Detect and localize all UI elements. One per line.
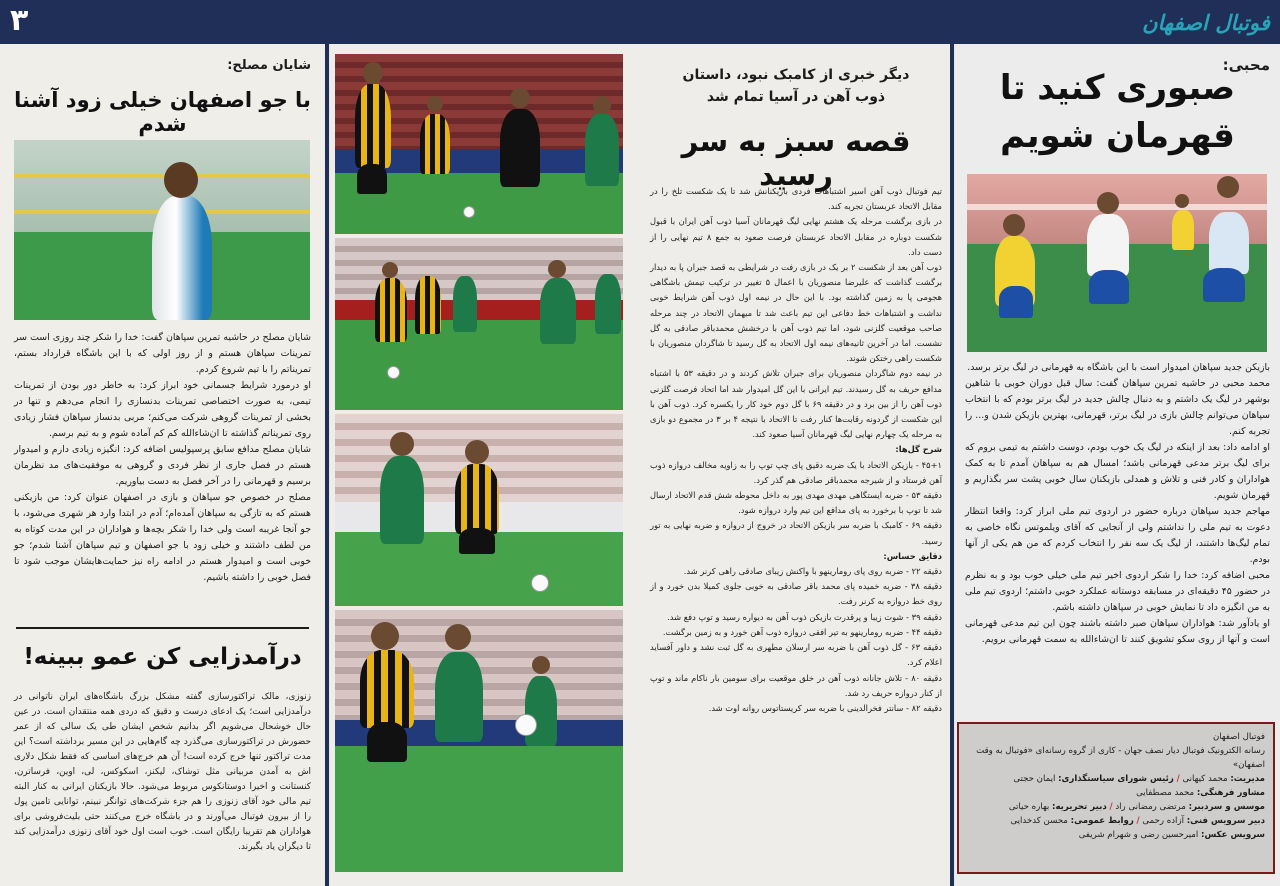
chance-event: دقیقه ۴۴ - ضربه رومارینهو به تیر افقی دروازه ذوب آهن خورد و به زمین برگشت. bbox=[662, 626, 942, 637]
left-paragraph: مصلح در خصوص جو سپاهان و بازی در اصفهان عنوان کرد: من بازیکنی هستم که به تازگی به سپاهان آمده‌ام؛ آدم در ابتدا وارد هر شهری می‌شود، با جو آنجا غریبه است ولی خدا را شکر بچه‌ها و هواداران در این مدت کوتاه به من لطف داشتند و خیلی زود با جو اصفهان و تیم سپاهان آشنا شدم؛ جو خوبی است و امیدوار هستم در ادامه راه نیز حمایت‌هایشان موجب شود تا فصل خوبی را داشته باشیم. bbox=[14, 492, 311, 583]
right-paragraph: او ادامه داد: بعد از اینکه در لیگ یک خوب بودم، دوست داشتم به تیمی بروم که برای لیگ برتر مدعی قهرمانی باشد؛ امسال هم به سپاهان آمدم تا به کمک هواداران و کادر فنی و تلاش و همدلی بازیکنان سال خوبی پشت سر بگذاریم و قهرمان شویم. bbox=[965, 442, 1270, 501]
right-paragraph: او یادآور شد: هواداران سپاهان صبر داشته باشند چون این تیم مدعی قهرمانی است و آنها از روی سکو تشویق کنند تا ان‌شاءالله به سمت قهرمانی برویم. bbox=[965, 618, 1270, 645]
left-paragraph: او درمورد شرایط جسمانی خود ابراز کرد: به خاطر دور بودن از تمرینات تیمی، به صورت اختصاصی تمرینات بدنسازی را انجام می‌دهم و تنها در بخشی از تمرینات گروهی شرکت می‌کنم؛ مربی بدنساز سپاهان فشار زیادی روی تمریناتم گذاشته تا ان‌شاءالله کم کم آماده شوم و به تیم برسم. bbox=[14, 380, 311, 439]
middle-column-article bbox=[330, 44, 950, 886]
chance-event: دقیقه ۸۲ - سانتر فخرالدینی با ضربه سر کریستاتوس روانه اوت شد. bbox=[708, 702, 942, 713]
chance-event: دقیقه ۳۹ - شوت زیبا و پرقدرت بازیکن ذوب آهن به دیواره رسید و توپ دفع شد. bbox=[667, 611, 942, 622]
middle-article-body bbox=[650, 184, 942, 716]
right-kicker: محبی: bbox=[1222, 56, 1270, 74]
middle-paragraph: در نیمه دوم شاگردان منصوریان برای جبران تلاش کردند و در دقیقه ۵۳ با اشتباه مدافع حریف به گل رسیدند. تیم ایرانی با این گل امیدوار شد اما اتحاد فرصت گلزنی ذوب آهن را از بین برد و در دقیقه ۶۹ با گل دوم خود کار را یکسره کرد. ذوب آهن با این شکست از گردونه رقابت‌ها کنار رفت تا الاتحاد با نتیجه ۴ بر ۳ در مجموع دو بازی به مرحله یک چهارم نهایی لیگ قهرمانان آسیا صعود کند. bbox=[650, 368, 943, 440]
middle-paragraph: ذوب آهن بعد از شکست ۲ بر یک در بازی رفت در شرایطی به قصد جبران پا به دیدار برگشت گذاشت که علیرضا منصوریان با اعمال ۵ تغییر در ترکیب تیمش باشگاهی هجومی پا به زمین گذاشته بود. با این حال در نیمه اول ذوب آهن شرایط خوبی نداشت و اشتباهات خط دفاعی این تیم باعث شد تا میهمان الاتحاد در چند مرحله صاحب موقعیت گلزنی شود، اما تیم ذوب آهن با درخشش محمدباقر صادقی به گل نشست. اما در آخرین ثانیه‌های نیمه اول الاتحاد به گل رسید تا شاگردان منصوریان با شکست راهی رختکن شوند. bbox=[650, 262, 942, 364]
chances-subheading: دقایق حساس: bbox=[883, 550, 942, 561]
middle-kicker-line1: دیگر خبری از کامبک نبود، داستان bbox=[682, 67, 910, 83]
left-kicker: شایان مصلح: bbox=[227, 58, 311, 73]
right-training-photo bbox=[967, 174, 1267, 352]
chance-event: دقیقه ۶۳ - گل ذوب آهن با ضربه سر ارسلان مطهری به گل ثبت نشد و داور آفساید اعلام کرد. bbox=[650, 642, 942, 668]
right-headline-line1: صبوری کنید تا bbox=[999, 68, 1236, 108]
chance-event: دقیقه ۸۰ - تلاش جانانه ذوب آهن در خلق موقعیت برای سومین بار ناکام ماند و توپ از کنار دروازه حریف رد شد. bbox=[650, 672, 942, 698]
right-headline-line2: قهرمان شویم bbox=[1000, 116, 1235, 156]
goal-event: دقیقه ۶۹ - کامبک با ضربه سر بازیکن الاتحاد در خروج از دروازه و ضربه نهایی به تور رسید. bbox=[650, 520, 942, 546]
left-column bbox=[0, 44, 325, 886]
publication-logo: فوتبال اصفهان bbox=[1142, 9, 1270, 35]
top-bar bbox=[0, 0, 1280, 44]
imprint-box bbox=[957, 722, 1275, 874]
goals-subheading: شرح گل‌ها: bbox=[895, 444, 942, 455]
match-photo-4 bbox=[335, 610, 623, 872]
right-paragraph: محمد محبی در حاشیه تمرین سپاهان گفت: سال قبل دوران خوبی با شاهین بوشهر در لیگ یک داشتم و به دنبال چالش جدید در لیگ برتر بودم که با انتخاب سپاهان می‌توانم چالش بازی در لیگ برتر، قهرمانی، بهترین بازیکن شدن و... را تجربه کنم. bbox=[965, 378, 1270, 437]
right-article-body bbox=[965, 360, 1270, 648]
opinion-headline: درآمدزایی کن عمو ببینه! bbox=[23, 644, 302, 670]
middle-kicker bbox=[652, 64, 940, 108]
goal-event: دقیقه ۵۳ - ضربه ایستگاهی مهدی مهدی پور به داخل محوطه شش قدم الاتحاد ارسال شد تا توپ با برخورد به پای مدافع این تیم وارد دروازه شود. bbox=[650, 490, 942, 516]
opinion-body: زنوزی، مالک تراکتورسازی گفته مشکل بزرگ باشگاه‌های ایران ناتوانی در درآمدزایی است؛ یک ادعای درست و دقیق که دردی همه منتقدان است. در عین حال خوشحال می‌شویم اگر بدانیم شخص ایشان طی یک سالی که از عمر حضورش در تراکتورسازی می‌گذرد چه گام‌هایی در این مسیر برداشته است؟ این مدت تراکتور تنها خرج کرده است! آن هم خرج‌های اساسی که فقط شکل دلاری اش به آمدن مربیانی مثل توشاک، لیکنز، اسکوکس، لی، اوین، فرساترن، کنستانت و اخیرا دوستانکوس مربوط می‌شود. حالا بازیکنان ایرانی به کنار البته تیم مالی خود آقای زنوزی را هم جزء شرکت‌های توانگر نبینم، توانایی تامین پول را از بیرون فوتبال می‌آورند و در باشگاه خرج می‌کنند حتی بلیت‌فروشی برای هواداران هم تقریبا رایگان است. خوب است اول خود آقای زنوزی درآمدزایی کند تا دیگران یاد بگیرند. bbox=[14, 692, 311, 852]
match-photo-2 bbox=[335, 238, 623, 410]
imprint-editors: موسس و سردبیر: مرتضی رمضانی راد / دبیر تحریریه: بهاره حیاتی bbox=[1008, 802, 1265, 812]
imprint-management: مدیریت: محمد کیهانی / رئیس شورای سیاستگذاری: ایمان حجتی bbox=[1013, 774, 1265, 784]
left-player-photo bbox=[14, 140, 310, 320]
column-divider-left bbox=[325, 44, 329, 886]
imprint-description: رسانه الکترونیک فوتبال دیار نصف جهان - کاری از گروه رسانه‌ای «فوتبال به وقت اصفهان» bbox=[976, 746, 1265, 770]
imprint-advisor: مشاور فرهنگی: محمد مصطفایی bbox=[1136, 788, 1265, 798]
right-paragraph: بازیکن جدید سپاهان امیدوار است با این باشگاه به قهرمانی در لیگ برتر برسد. bbox=[967, 362, 1270, 373]
imprint-photo-service: سرویس عکس: امیرحسین رضی و شهرام شریفی bbox=[1078, 830, 1265, 840]
imprint-technical: دبیر سرویس فنی: آزاده رحمی / روابط عمومی: محسن کدخدایی bbox=[1010, 816, 1265, 826]
goal-event: ۴۵+۱ - بازیکن الاتحاد با یک ضربه دقیق پای چپ توپ را به زاویه مخالف دروازه ذوب آهن فرستاد و از شیرجه محمدباقر صادقی هم گذر کرد. bbox=[650, 459, 942, 485]
middle-paragraph: تیم فوتبال ذوب آهن اسیر اشتباهات فردی بازیکنانش شد تا یک شکست تلخ را در مقابل الاتحاد عربستان تجربه کند. bbox=[650, 186, 942, 212]
chance-event: دقیقه ۳۸ - ضربه خمیده پای محمد باقر صادقی به خوبی جلوی کمیلا بدن خورد و از روی خط دروازه به کرنر رفت. bbox=[650, 581, 942, 607]
right-paragraph: مهاجم جدید سپاهان درباره حضور در اردوی تیم ملی ابراز کرد: واقعا انتظار دعوت به تیم ملی را نداشتم ولی از آنجایی که آقای ویلموتس نگاه خاصی به تمام لیگ‌ها داشتند، از لیگ یک سه نفر را انتخاب کردم که من هم یکی از آنها بودم. bbox=[965, 506, 1270, 565]
left-headline: با جو اصفهان خیلی زود آشنا شدم bbox=[14, 88, 311, 136]
chance-event: دقیقه ۲۲ - ضربه روی پای رومارینهو با واکنش زیبای صادقی راهی کرنر شد. bbox=[683, 566, 942, 577]
left-article-body bbox=[14, 330, 311, 586]
middle-paragraph: در بازی برگشت مرحله یک هشتم نهایی لیگ قهرمانان آسیا ذوب آهن ایران با قبول شکست دوباره در مقابل الاتحاد عربستان فرصت صعود به جمع ۸ تیم نهایی را از دست داد. bbox=[650, 216, 942, 257]
left-paragraph: شایان مصلح در حاشیه تمرین سپاهان گفت: خدا را شکر چند روزی است سر تمرینات سپاهان هستم و از روز اولی که با این باشگاه قرارداد بستم، تمریناتم را با تیم شروع کردم. bbox=[14, 332, 311, 375]
middle-kicker-line2: ذوب آهن در آسیا تمام شد bbox=[706, 89, 886, 105]
left-section-divider bbox=[16, 627, 309, 629]
imprint-title: فوتبال اصفهان bbox=[1212, 732, 1265, 742]
right-paragraph: محبی اضافه کرد: خدا را شکر اردوی اخیر تیم ملی خیلی خوب بود و به نظرم در حضور ۴۵ دقیقه‌ای در مسابقه دوستانه عملکرد خوبی داشتم؛ اردوی تیم ملی به من انگیزه داد تا نمایش خوبی در سپاهان داشته باشم. bbox=[965, 570, 1271, 613]
column-divider-right bbox=[950, 44, 954, 886]
left-paragraph: شایان مصلح مدافع سابق پرسپولیس اضافه کرد: انگیزه زیادی دارم و امیدوار هستم در فصل جاری از نظر فردی و گروهی به موفقیت‌های مد نظرمان برسیم و قهرمانی را در آخر فصل به دست بیاوریم. bbox=[14, 444, 311, 487]
right-headline bbox=[967, 64, 1268, 160]
page-number: ۳ bbox=[10, 3, 29, 38]
match-photo-1 bbox=[335, 54, 623, 234]
match-photo-3 bbox=[335, 414, 623, 606]
middle-headline: قصه سبز به سر رسید bbox=[681, 124, 911, 192]
